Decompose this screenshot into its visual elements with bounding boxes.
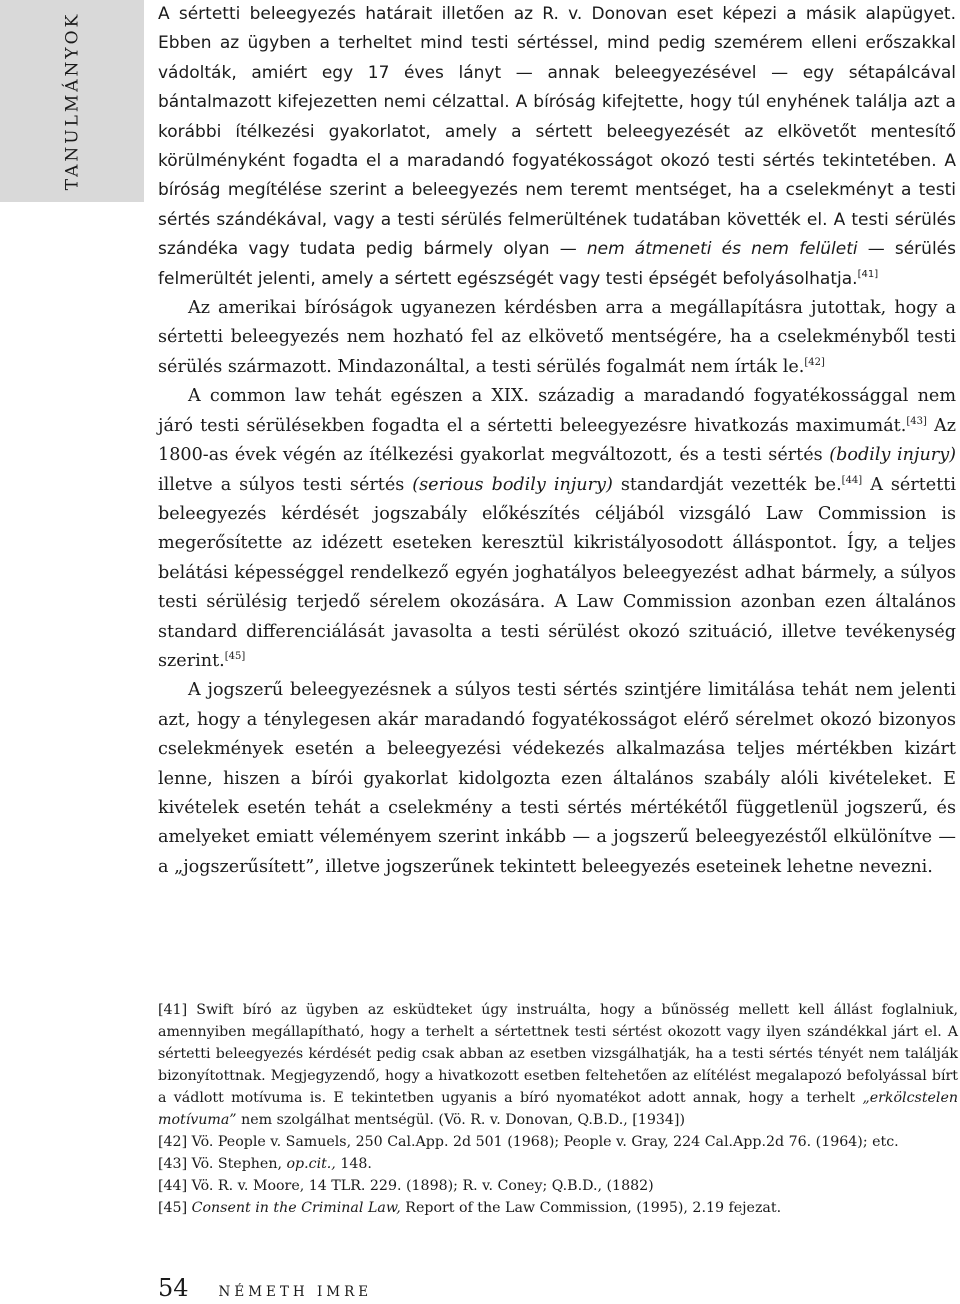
text-run: — sérülés felmerültét jelenti, amely a sértett egészségét vagy testi épségét befolyásolhatja. <box>158 239 956 289</box>
italic-run: Consent in the Criminal Law, <box>191 1200 401 1216</box>
text-run: [43] Vö. Stephen, <box>158 1156 287 1172</box>
paragraph-4 <box>158 676 956 882</box>
text-run: Az 1800-as évek végén az ítélkezési gyakorlat megváltozott, és a testi sértés <box>158 415 956 466</box>
section-label: TANULMÁNYOK <box>62 11 83 191</box>
text-run: Az amerikai bíróságok ugyanezen kérdésben arra a megállapításra jutottak, hogy a sértetti beleegyezés nem hozható fel az elkövető mentségére, ha a cselekményből testi sérülés származott. Mindazonáltal, a testi sérülés fogalmát nem írták le. <box>158 298 956 377</box>
text-run: illetve a súlyos testi sértés <box>158 474 413 495</box>
paragraph-1 <box>158 0 956 294</box>
footnote-ref[interactable]: [44] <box>841 474 863 486</box>
footnote-42 <box>158 1131 958 1153</box>
footnote-ref[interactable]: [43] <box>906 415 927 427</box>
footnote-45 <box>158 1197 958 1219</box>
paragraph-2 <box>158 294 956 382</box>
text-run: A sértetti beleegyezés határait illetően az R. v. Donovan eset képezi a másik alapügyet. Ebben az ügyben a terheltet mind testi sértéssel, mind pedig szemérem elleni erőszakkal vádolták, amiért egy 17 éves lányt — annak beleegyezésével — egy sétapálcával bántalmazott kifejezetten nemi célzattal. <box>158 4 956 113</box>
italic-run: op.cit., <box>286 1156 336 1172</box>
text-run: [45] <box>158 1200 192 1216</box>
footnote-43 <box>158 1153 958 1175</box>
footnote-41 <box>158 999 958 1131</box>
main-text <box>158 0 956 882</box>
text-run: A common law tehát egészen a XIX. századig a maradandó fogyatékossággal nem járó testi sérülésekben fogadta el a sértetti beleegyezésre hivatkozás maximumát. <box>158 386 956 436</box>
section-tab <box>0 0 144 202</box>
footnotes <box>158 999 958 1219</box>
text-run: [42] Vö. People v. Samuels, 250 Cal.App. 2d 501 (1968); People v. Gray, 224 Cal.App.2d 76. (1964); etc. <box>158 1134 899 1150</box>
text-run: Report of the Law Commission, (1995), 2.19 fejezat. <box>400 1200 782 1216</box>
text-run: 148. <box>335 1156 372 1172</box>
italic-run: (serious bodily injury) <box>412 474 613 495</box>
italic-run: nem átmeneti és nem felületi <box>586 239 858 260</box>
footnote-44 <box>158 1175 958 1197</box>
text-run: [44] Vö. R. v. Moore, 14 TLR. 229. (1898); R. v. Coney; Q.B.D., (1882) <box>158 1178 654 1194</box>
text-run: standardját vezették be. <box>612 474 842 495</box>
text-run: A jogszerű beleegyezésnek a súlyos testi sértés szintjére limitálása tehát nem jelenti azt, hogy a ténylegesen akár maradandó fogyatékosságot elérő sérelmet okozó bizonyos cselekmények esetén a beleegyezési védekezés alkalmazása teljes mértékben kizárt lenne, hiszen a bírói gyakorlat kidolgozta ezen általános szabály alóli kivételeket. E kivételek esetén tehát a cselekmény a testi sértés mértékétől függetlenül jogszerű, és amelyeket emiatt véleményem szerint inkább — a jogszerű beleegyezéstől elkülönítve — a „jogszerűsített”, illetve jogszerűnek tekintett beleegyezés eseteinek lehetne nevezni. <box>158 680 956 877</box>
italic-run: „erkölcstelen motívuma” <box>158 1090 958 1128</box>
page-footer <box>158 1274 372 1304</box>
text-run: A sértetti beleegyezés kérdését jogszabály előkészítés céljából vizsgáló Law Commission is megerősítette az idézett eseteken keresztül kikristályosodott álláspontot. Így, a teljes belátási képességgel rendelkező egyén joghatályos beleegyezést adhat bármely, a súlyos testi sérülésig terjedő sérelem okozására. A Law Commission azonban ezen általános standard differenciálását javasolta a testi sérülést okozó szituáció, illetve tevékenység szerint. <box>158 474 956 671</box>
text-run: nem szolgálhat mentségül. (Vö. R. v. Donovan, Q.B.D., [1934]) <box>236 1112 685 1128</box>
footnote-ref[interactable]: [45] <box>224 650 246 662</box>
text-run: A bíróság kifejtette, hogy túl enyhének találja azt a korábbi ítélkezési gyakorlatot, amely a sértett beleegyezését az elkövetőt mentesítő körülményként fogadta el a maradandó fogyatékosságot okozó testi sértés tekintetében. A bíróság megítélése szerint a beleegyezés nem teremt mentséget, ha a cselekményt a testi sértés szándékával, vagy a testi sérülés felmerültének tudatában követték el. A testi sérülés szándéka vagy tudata pedig bármely olyan — <box>158 92 956 260</box>
text-run: [41] Swift bíró az ügyben az esküdteket úgy instruálta, hogy a bűnösség mellett kell állást foglalniuk, amennyiben megállapítható, hogy a terhelt a sértettnek testi sértést okozott vagy ilyen szándékkal járt el. A sértetti beleegyezés kérdését pedig csak abban az esetben vizsgálhatják, ha a testi sértés tényét nem találják bizonyítottnak. Megjegyzendő, hogy a hivatkozott esetben feltehetően az elítélést megalapozó befolyással bírt a vádlott motívuma is. E tekintetben ugyanis a bíró nyomatékot adott annak, hogy a terhelt <box>158 1002 958 1106</box>
footnote-ref[interactable]: [41] <box>857 268 879 280</box>
footnote-ref[interactable]: [42] <box>804 356 825 368</box>
running-author: NÉMETH IMRE <box>218 1284 373 1300</box>
page-number: 54 <box>158 1274 189 1302</box>
paragraph-3 <box>158 382 956 676</box>
section-tab-label-wrap <box>0 0 144 202</box>
italic-run: (bodily injury) <box>829 445 956 466</box>
